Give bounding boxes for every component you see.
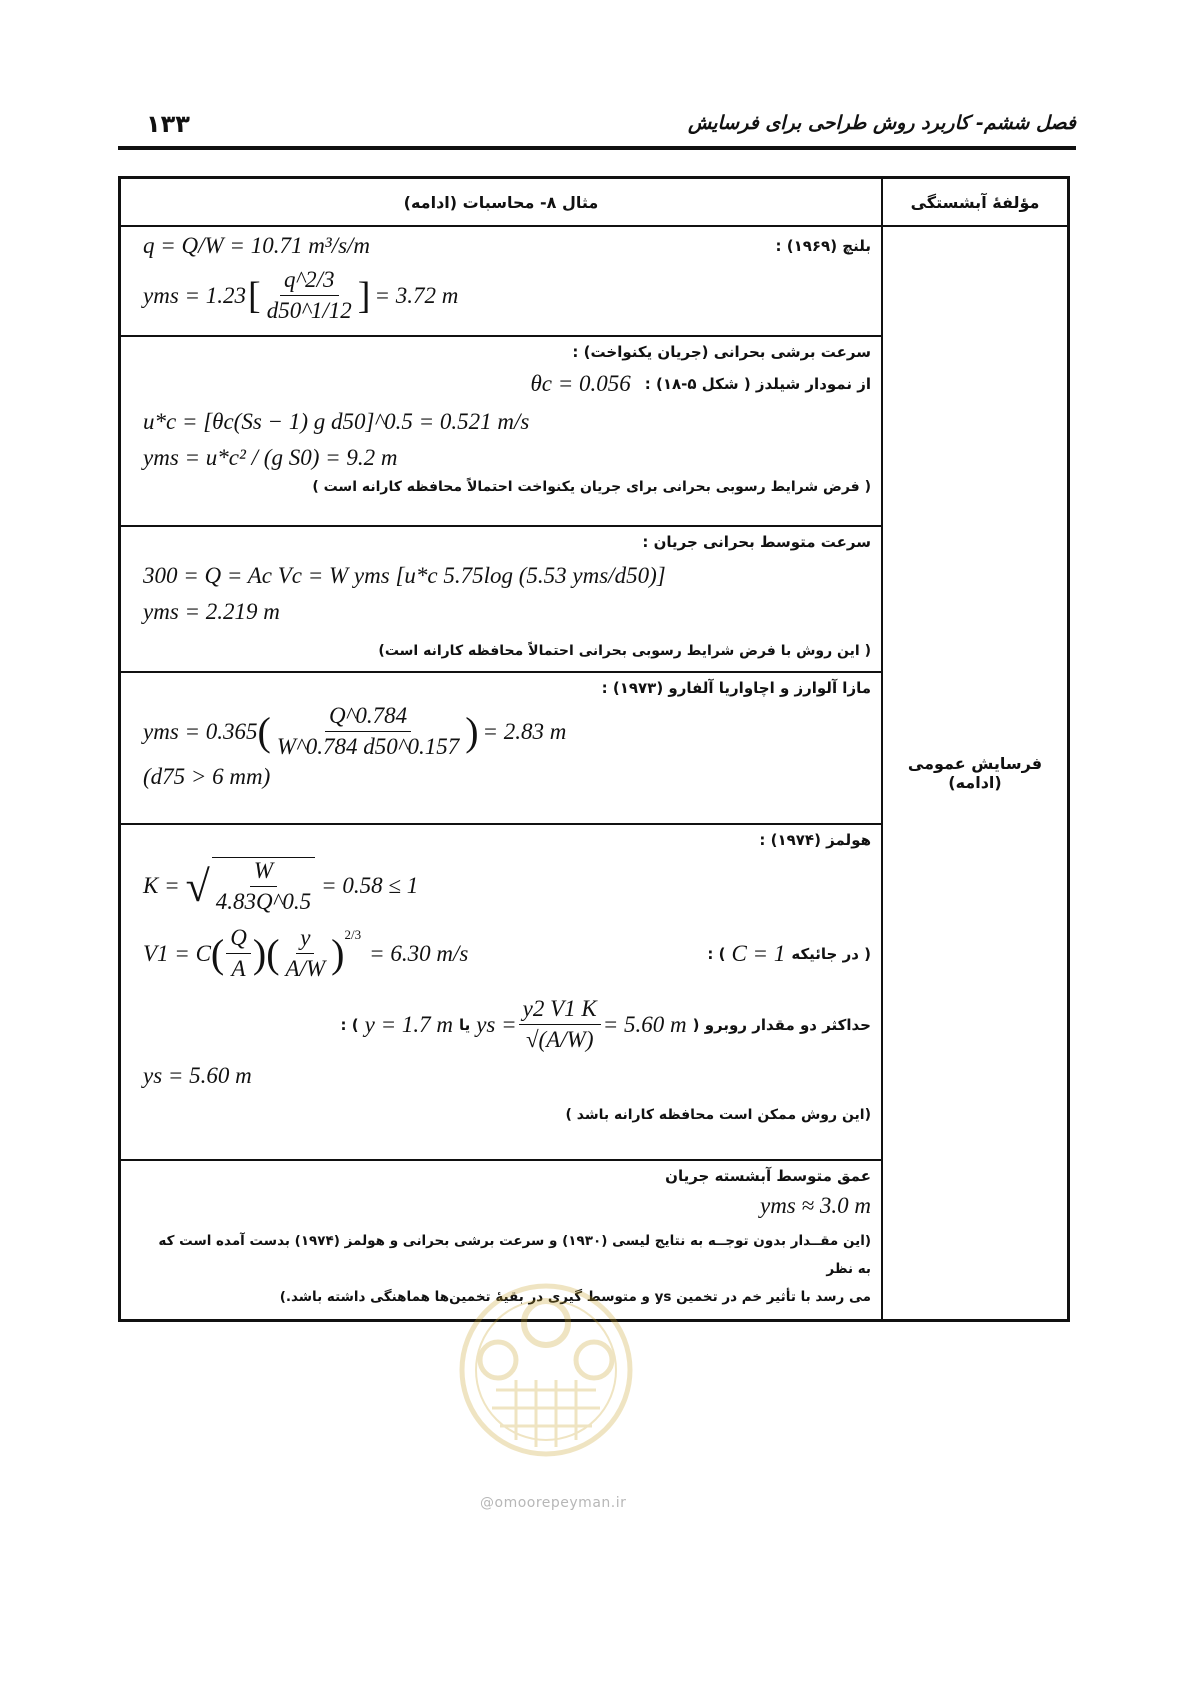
holmes-k-num: W: [250, 858, 277, 887]
holmes-eq-k-lhs: K =: [143, 873, 180, 898]
maza-eq-rhs: = 2.83 m: [482, 718, 567, 744]
holmes-or-text: یا: [458, 1015, 471, 1034]
holmes-v-frac1-den: A: [231, 956, 246, 981]
blench-eq-q: q = Q/W = 10.71 m³/s/m: [143, 233, 371, 258]
mean-depth-title: عمق متوسط آبشسته جریان: [665, 1167, 871, 1185]
column-header-example: مثال ۸- محاسبات (ادامه): [120, 178, 883, 227]
blench-fraction-num: q^2/3: [280, 267, 339, 296]
holmes-v-exponent: 2/3: [344, 927, 362, 942]
holmes-v-frac2: [282, 925, 330, 982]
column-header-component: مؤلفهٔ آبشستگی: [882, 178, 1069, 227]
holmes-max-eq: [476, 996, 686, 1053]
holmes-max-den: √(A/W): [525, 1027, 594, 1052]
side-label: [882, 226, 1069, 1321]
critical-shear-eq-ustar: u*c = [θc(Ss − 1) g d50]^0.5 = 0.521 m/s: [143, 409, 530, 434]
watermark-stamp-icon: [456, 1265, 636, 1475]
page-header: [118, 108, 1076, 144]
blench-eq-yms-lhs: yms = 1.23: [143, 282, 247, 308]
holmes-where: [707, 941, 871, 967]
blench-title: بلنچ (۱۹۶۹) :: [775, 237, 871, 255]
shields-line: [143, 371, 871, 397]
critical-mean-note: ( این روش با فرض شرایط رسوبی بحرانی احتمالاً محافظه کارانه است): [378, 643, 871, 659]
section-critical-mean-velocity: [120, 526, 883, 672]
holmes-max-val: = 5.60 m: [602, 1011, 687, 1037]
holmes-v-line: [143, 925, 871, 982]
holmes-eq-v-lhs: V1 = C: [143, 940, 211, 966]
holmes-where-end: ) :: [707, 944, 726, 963]
holmes-k-fraction: [212, 857, 315, 915]
critical-shear-note: ( فرض شرایط رسوبی بحرانی برای جریان یکنواخت احتمالاً محافظه کارانه است ): [312, 479, 871, 495]
holmes-max-y: y = 1.7 m: [364, 1011, 453, 1037]
critical-mean-eq-yms: yms = 2.219 m: [143, 599, 280, 624]
header-rule: [118, 146, 1076, 150]
holmes-v-frac1-num: Q: [226, 925, 251, 954]
holmes-k-den: 4.83Q^0.5: [215, 889, 312, 914]
maza-condition: (d75 > 6 mm): [143, 764, 271, 789]
mean-depth-eq: yms ≈ 3.0 m: [759, 1193, 871, 1218]
holmes-title: هولمز (۱۹۷۴) :: [759, 831, 871, 849]
section-blench: [120, 226, 883, 336]
mean-depth-note-1: (این مقــدار بدون توجــه به نتایج لیسی (۱۹۳۰) و سرعت برشی بحرانی و هولمز (۱۹۷۴) بدست آمده است که به نظر: [158, 1233, 871, 1277]
maza-eq-lhs: yms = 0.365: [143, 718, 258, 744]
blench-eq-yms: yms = 1.23 [ $\frac{q\^{}2/3}{d50\^{}1/12}$ ] = 3.72 m: [143, 267, 459, 323]
holmes-eq-v-rhs: = 6.30 m/s: [369, 940, 469, 966]
section-maza-alvarez: [120, 672, 883, 824]
blench-fraction: [263, 267, 356, 324]
holmes-where-eq: C = 1: [731, 940, 786, 966]
holmes-result: ys = 5.60 m: [143, 1063, 252, 1088]
theta-value: θc = 0.056: [530, 371, 631, 396]
holmes-max-ys: ys =: [476, 1011, 517, 1037]
holmes-max-num: y2 V1 K: [519, 996, 601, 1025]
mean-depth-note-2: می رسد با تأثیر خم در تخمین ys و متوسط گیری در بقیهٔ تخمین‌ها هماهنگی داشته باشد.): [279, 1289, 871, 1305]
calculation-table: [118, 176, 1070, 1322]
holmes-v-frac2-num: y: [296, 925, 314, 954]
page-number: ۱۳۳: [146, 110, 190, 138]
holmes-max-fraction: [519, 996, 601, 1053]
side-label-text: فرسایش عمومی (ادامه): [907, 754, 1043, 792]
maza-fraction-num: Q^0.784: [325, 703, 411, 732]
section-critical-shear: [120, 336, 883, 526]
holmes-eq-v: V1 = C ( $\frac{Q}{A}$ )( $\frac{y}{A/W}$ ) 2/3 = 6.30 m/s: [143, 925, 469, 981]
critical-mean-title: سرعت متوسط بحرانی جریان :: [642, 533, 871, 551]
maza-fraction: [273, 703, 463, 760]
holmes-eq-k: K = √ $\frac{W}{4.83Q\^{}0.5}$ = 0.58 ≤ 1: [143, 858, 419, 914]
holmes-max-line: [143, 996, 871, 1053]
holmes-max-text: حداکثر دو مقدار روبرو (: [692, 1015, 871, 1034]
blench-fraction-den: d50^1/12: [266, 298, 352, 323]
maza-fraction-den: W^0.784 d50^0.157: [276, 734, 460, 759]
maza-eq: yms = 0.365 ( $\frac{Q\^{}0.784}{W\^{}0.784 d50\^{}0.157}$ ) = 2.83 m: [143, 703, 567, 759]
holmes-note: (این روش ممکن است محافظه کارانه باشد ): [565, 1107, 871, 1123]
watermark-text: @omoorepeyman.ir: [480, 1495, 627, 1511]
holmes-where-text: ( در جائیکه: [791, 944, 871, 963]
holmes-v-frac1: [226, 925, 251, 982]
section-holmes: [120, 824, 883, 1160]
critical-shear-title: سرعت برشی بحرانی (جریان یکنواخت) :: [572, 343, 871, 361]
blench-eq-yms-rhs: = 3.72 m: [374, 282, 459, 308]
maza-title: مازا آلوارز و اچاواریا آلفارو (۱۹۷۳) :: [601, 679, 871, 697]
holmes-eq-k-rhs: = 0.58 ≤ 1: [321, 873, 419, 898]
holmes-max-end: ) :: [340, 1015, 359, 1034]
critical-shear-eq-yms: yms = u*c² / (g S0) = 9.2 m: [143, 445, 398, 470]
critical-mean-eq-flow: 300 = Q = Ac Vc = W yms [u*c 5.75log (5.53 yms/d50)]: [143, 563, 666, 588]
shields-text: از نمودار شیلدز ( شکل ۵-۱۸) :: [644, 375, 871, 393]
chapter-title: فصل ششم- کاربرد روش طراحی برای فرسایش: [688, 112, 1076, 134]
holmes-v-frac2-den: A/W: [285, 956, 326, 981]
